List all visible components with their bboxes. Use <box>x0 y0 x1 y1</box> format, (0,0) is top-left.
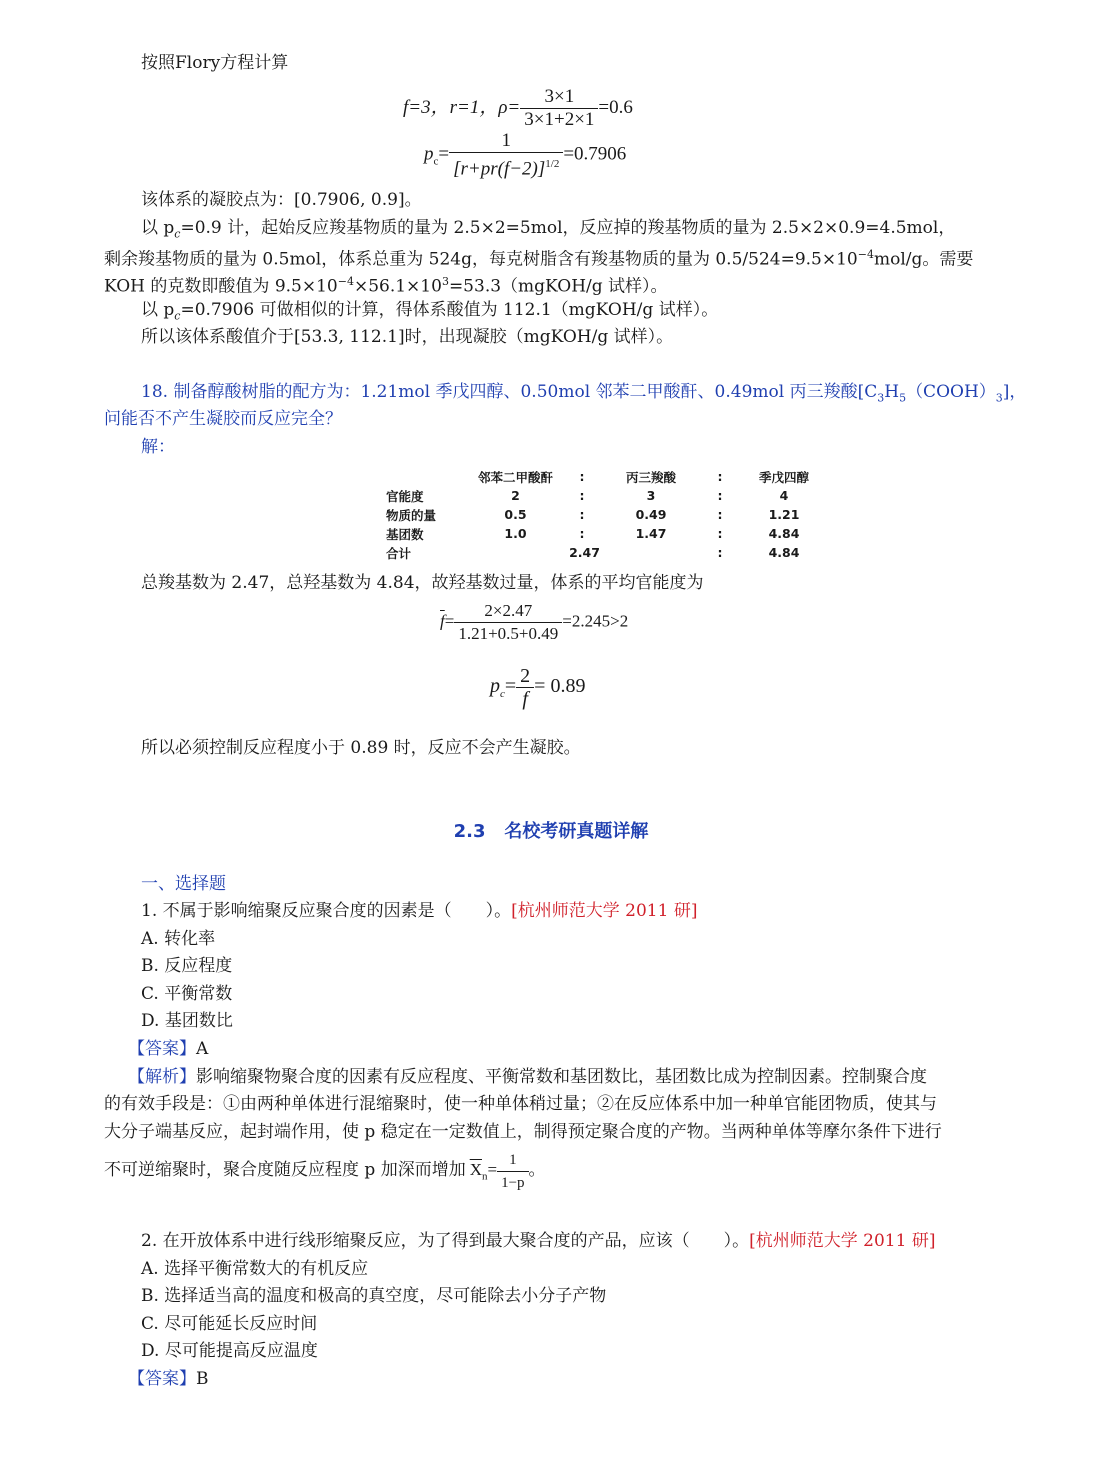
q1-analysis-line4 <box>104 1148 546 1198</box>
q1-option-c: C. 平衡常数 <box>141 984 233 1004</box>
table-header-cell: 邻苯二甲酸酐 <box>477 469 553 485</box>
para4: 所以该体系酸值介于[53.3, 112.1]时，出现凝胶（mgKOH/g 试样）。 <box>141 327 674 347</box>
q2-option-d: D. 尽可能提高反应温度 <box>141 1341 318 1361</box>
q1-analysis-last-pre: 不可逆缩聚时，聚合度随反应程度 p 加深而增加 <box>104 1160 466 1180</box>
q1-source: [杭州师范大学 2011 研] <box>511 901 698 921</box>
para2-line1 <box>141 217 955 245</box>
para3-pre: 以 p <box>141 300 175 320</box>
equation-pc <box>424 130 626 180</box>
para2-l3-sup2: 3 <box>441 275 449 288</box>
para2-l2-pre: 剩余羧基物质的量为 0.5mol，体系总重为 524g，每克树脂含有羧基物质的量为 0.5/524=9.5×10 <box>104 249 858 270</box>
para2-l3-post: =53.3（mgKOH/g 试样）。 <box>448 276 668 297</box>
para3-sub: c <box>174 309 181 323</box>
table-total-value: 2.47 <box>569 545 600 560</box>
q18-post: ]， <box>1002 382 1027 402</box>
q18-sub3: 3 <box>995 391 1003 405</box>
q2-option-b: B. 选择适当高的温度和极高的真空度，尽可能除去小分子产物 <box>141 1286 607 1306</box>
para2-line3 <box>104 271 668 298</box>
xn-eq: = <box>487 1160 498 1179</box>
q1-analysis-text: 影响缩聚物聚合度的因素有反应程度、平衡常数和基团数比，基团数比成为控制因素。控制聚合度 <box>196 1067 927 1087</box>
para2-line2 <box>104 244 973 271</box>
q1-analysis-label: 【解析】 <box>128 1067 196 1087</box>
eq1-rhs: =0.6 <box>598 96 633 118</box>
section-title: 名校考研真题详解 <box>504 821 649 842</box>
q2-answer-value: B <box>196 1369 209 1389</box>
para2-l2-sup: −4 <box>857 248 874 261</box>
eq4-lhs-sub: c <box>500 688 505 701</box>
q1-option-d: D. 基团数比 <box>141 1011 233 1031</box>
q1-answer <box>128 1038 208 1060</box>
q2-answer <box>128 1368 209 1390</box>
table-cell: 4.84 <box>768 526 800 541</box>
table-cell: : <box>579 526 585 541</box>
q1-stem-line <box>141 900 697 922</box>
q2-answer-label: 【答案】 <box>128 1369 196 1389</box>
q1-analysis-line2: 的有效手段是：①由两种单体进行混缩聚时，使一种单体稍过量；②在反应体系中加一种单官能团物质，使其与 <box>104 1094 937 1114</box>
para3-post: =0.7906 可做相似的计算，得体系酸值为 112.1（mgKOH/g 试样）。 <box>180 300 719 320</box>
para2-l2-post: mol/g。需要 <box>873 249 974 270</box>
q1-answer-value: A <box>196 1039 209 1059</box>
eq4-rhs: = 0.89 <box>534 675 586 698</box>
intro-text: 按照Flory方程计算 <box>141 53 289 73</box>
eq2-denominator <box>449 153 563 180</box>
q1-option-a: A. 转化率 <box>141 929 216 949</box>
q1-stem: 1. 不属于影响缩聚反应聚合度的因素是（ ）。 <box>141 901 512 921</box>
table-cell: 1.0 <box>504 526 527 541</box>
table-row <box>380 486 835 505</box>
para2-l1-pre: 以 p <box>141 218 175 238</box>
table-row <box>380 505 835 524</box>
eq2-fraction <box>449 130 563 180</box>
table-cell: : <box>717 488 723 503</box>
table-cell: 1.21 <box>768 507 800 522</box>
q1-option-b: B. 反应程度 <box>141 956 233 976</box>
para5: 总羧基数为 2.47，总羟基数为 4.84，故羟基数过量，体系的平均官能度为 <box>141 573 704 593</box>
table-cell: 3 <box>646 488 656 503</box>
gel-point-text: 该体系的凝胶点为：[0.7906, 0.9]。 <box>141 190 422 210</box>
eq2-den-sup: 1/2 <box>545 158 560 170</box>
table-header-cell: : <box>579 469 585 484</box>
q2-stem-line <box>141 1230 935 1252</box>
para3 <box>141 299 718 327</box>
eq3-numerator: 2×2.47 <box>454 600 562 623</box>
q18-l1-pre: 18. 制备醇酸树脂的配方为：1.21mol 季戊四醇、0.50mol 邻苯二甲酸酐、0.49mol 丙三羧酸[C <box>141 382 878 402</box>
eq3-rhs: =2.245>2 <box>562 611 629 631</box>
q2-stem: 2. 在开放体系中进行线形缩聚反应，为了得到最大聚合度的产品，应该（ ）。 <box>141 1231 750 1251</box>
eq4-denominator: f <box>522 688 528 710</box>
q18-sub2: 5 <box>899 391 907 405</box>
equation-rho <box>403 86 633 131</box>
para2-l1-sub: c <box>174 227 181 241</box>
table-cell: 1.47 <box>635 526 667 541</box>
eq4-eq: = <box>504 675 517 698</box>
eq2-den-text: [r+pr(f−2)] <box>453 158 546 180</box>
eq4-numerator: 2 <box>516 665 534 688</box>
eq4-fraction <box>516 665 534 710</box>
eq1-numerator: 3×1 <box>520 86 598 109</box>
section-heading <box>0 817 1102 843</box>
table-total-sep: : <box>717 545 723 560</box>
q1-analysis-last-post: 。 <box>528 1160 546 1180</box>
table-cell: 0.5 <box>504 507 527 522</box>
table-cell: : <box>717 526 723 541</box>
table-header-cell: 季戊四醇 <box>758 469 809 485</box>
table-row <box>380 524 835 543</box>
table-total-right: 4.84 <box>768 545 800 560</box>
table-cell: : <box>579 488 585 503</box>
equation-avg-f <box>440 600 628 645</box>
eq3-denominator: 1.21+0.5+0.49 <box>458 624 559 643</box>
eq1-fraction <box>520 86 598 131</box>
para2-l3-mid: ×56.1×10 <box>353 276 442 297</box>
q2-option-c: C. 尽可能延长反应时间 <box>141 1314 318 1334</box>
table-cell: 官能度 <box>386 488 424 504</box>
section-number: 2.3 <box>453 821 486 842</box>
q1-analysis-line1 <box>128 1066 927 1088</box>
xn-numerator: 1 <box>497 1149 528 1172</box>
para2-l1-post: =0.9 计，起始反应羧基物质的量为 2.5×2=5mol，反应掉的羧基物质的量为 2.5×2×0.9=4.5mol， <box>180 218 956 238</box>
table-total-row <box>380 543 835 562</box>
q18-line1 <box>141 381 1026 409</box>
xn-sub: n <box>481 1170 488 1183</box>
para6: 所以必须控制反应程度小于 0.89 时，反应不会产生凝胶。 <box>141 738 581 758</box>
table-header-cell: 丙三羧酸 <box>625 469 676 485</box>
table-total-label: 合计 <box>386 545 412 561</box>
q2-source: [杭州师范大学 2011 研] <box>749 1231 936 1251</box>
xn-symbol: $\overline{X}$ <box>469 1160 482 1179</box>
eq2-numerator: 1 <box>449 130 563 153</box>
table-header-row <box>380 467 835 486</box>
eq1-denominator: 3×1+2×1 <box>524 109 595 130</box>
table-header-cell <box>380 467 462 486</box>
eq1-lhs: f=3，r=1，ρ= <box>403 96 521 118</box>
eq2-rhs: =0.7906 <box>563 143 627 165</box>
table-cell: : <box>717 507 723 522</box>
table-cell: 0.49 <box>635 507 667 522</box>
table-cell: 物质的量 <box>386 507 437 523</box>
para2-l3-sup1: −4 <box>337 275 354 288</box>
eq2-eq: = <box>438 143 450 165</box>
q18-mid: H <box>884 382 900 402</box>
table-cell: 基团数 <box>386 526 424 542</box>
table-cell: : <box>579 507 585 522</box>
eq3-lhs: $\overline{f}$ <box>440 611 445 631</box>
choice-heading: 一、选择题 <box>141 874 226 894</box>
table-cell: 2 <box>511 488 520 503</box>
xn-fraction <box>497 1149 528 1194</box>
table-header-cell: : <box>717 469 723 484</box>
functionality-table <box>380 467 835 562</box>
para2-l3-pre: KOH 的克数即酸值为 9.5×10 <box>104 276 338 297</box>
q18-line2: 问能否不产生凝胶而反应完全？ <box>104 409 342 429</box>
eq3-eq: = <box>444 611 455 631</box>
equation-pc-result <box>490 665 585 710</box>
table-cell: 4 <box>779 488 789 503</box>
eq4-lhs: p <box>490 675 500 698</box>
q1-answer-label: 【答案】 <box>128 1039 196 1059</box>
eq2-lhs-sub: c <box>433 155 439 168</box>
q1-analysis-line3: 大分子端基反应，起封端作用，使 p 稳定在一定数值上，制得预定聚合度的产物。当两种单体等摩尔条件下进行 <box>104 1122 942 1142</box>
q18-sub1: 3 <box>877 391 885 405</box>
xn-formula <box>469 1151 529 1191</box>
q2-option-a: A. 选择平衡常数大的有机反应 <box>141 1259 369 1279</box>
xn-denominator: 1−p <box>501 1174 525 1191</box>
eq2-lhs: p <box>424 143 434 165</box>
q18-solution-label: 解： <box>141 437 175 457</box>
q18-mid2: （COOH） <box>906 382 996 402</box>
eq3-fraction <box>454 600 562 645</box>
